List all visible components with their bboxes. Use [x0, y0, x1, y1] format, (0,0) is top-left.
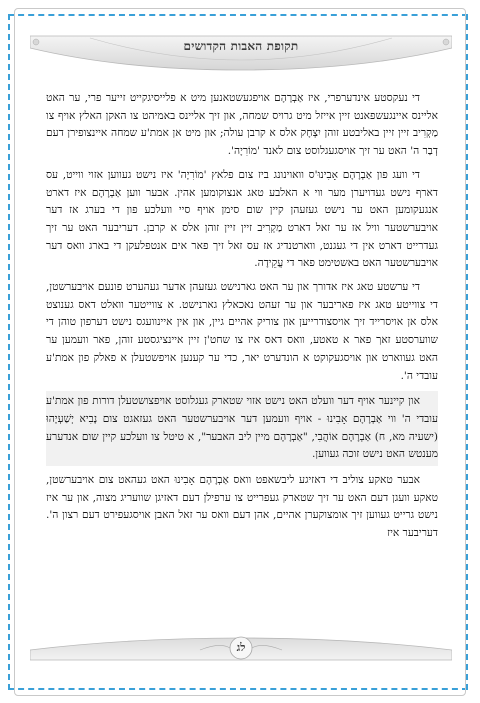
- footer-banner: [30, 636, 452, 666]
- paragraph: די ערשטע טאג איז אדורך און ער האט גארנישט געזעהן אדער געהערט פונעם אויבערשטן, די צווייטע טאג איז פאריבער און ער זעהט נאכאלץ גארנישט. א צווייטער וואלט דאס גענוצט אלס אן אויסרייד זיך אויסצודרייען און צוריק אהיים גיין, און אין איינוועגס נישט דערפון טוהן די שווערסטע זאך פאר א טאטע, וואס דאס איז צו שחט'ן זיין איינציגסטע זוהן, פאר וועמען ער האט געווארט און אויסגעקוקט א הונדערט יאר, כדי ער קענען אויפשטעלן א פאלק פון אמת'ע עובדי ה'.: [46, 281, 438, 382]
- header-banner: [30, 30, 452, 74]
- page-number: לג: [236, 641, 246, 654]
- paragraph: די נעקסטע אינדערפרי, איז אַבְרָהָם אויפגעשטאנען מיט א פלייסיגקייט זייער פרי, ער האט אליינס איינגעשפאנט זיין אייזל מיט גרויס שמחה, און זיך אליינס באמיהט צו האקן האלץ אויף צו מַקְרִיב זיין זיין באליבטע זוהן יִצְחָק אלס א קרבן עולה; און מיט אן אמת'ע שמחה איינצופירן דעם דְבַר ה' האט ער זיך אויסגעגלוסט צום לאנד 'מוֹרִיָה'.: [46, 92, 438, 158]
- paragraph: אבער טאקע צוליב די דאזיגע ליבשאפט וואס אַבְרָהָם אָבִינוּ האט געהאט צום אויבערשטן, טאקע וועגן דעם האט ער זיך שטארק געפרייט צו ערפילן דעם דאזיגן שוועריג מצוה, און ער איז נישט גרייט געווען זיך אומצוקערן אהיים, אהן דעם וואס ער זאל האבן אויסגעפירט דעם רצון ה'. דעריבער איז: [46, 474, 438, 540]
- body-text: [46, 90, 438, 624]
- highlighted-paragraph: און קיינער אויף דער וועלט האט נישט אזוי שטארק געגלוסט אויפצושטעלן דורות פון אמת'ע עובדי ה' ווי אַבְרָהָם אָבִינוּ - אויף וועמען דער אויבערשטער האט געזאגט צום נָבִיא יְשַׁעְיָהוּ (ישעיה מא, ח) אַבְרָהָם אוֹהֲבִי, "אַבְרָהָם מיין ליב האבער", א טיטל צו וועלכע קיין שום אנדערע מענטש האט נישט זוכה געווען.: [46, 391, 438, 466]
- running-header-title: תקופת האבות הקדושים: [183, 39, 299, 53]
- paragraph: די וועג פון אַבְרָהָם אָבִינוּ'ס וואוינונג ביז צום פלאץ 'מוֹרִיָה' איז נישט געווען אזוי ווייט, עס דארף נישט געדויערן מער ווי א האלבע טאג אנצוקומען אהין. אבער ווען אַבְרָהָם איז דארט אנגעקומען האט ער נישט געזעהן קיין שום סימן אויף סיי וועלכע פון די בערג אז דער אויבערשטער וויל אז ער זאל דארט מַקְרִיב זיין זיין זוהן אלס א קרבן. דעריבער האט ער זיך געדרייט דארט אין די געגנט, ווארטנדיג אז עס זאל זיך פאר אים אנטפלעקן די בארג וואס דער אויבערשטער האט באשטימט פאר די עֲקֵידָה.: [46, 168, 438, 270]
